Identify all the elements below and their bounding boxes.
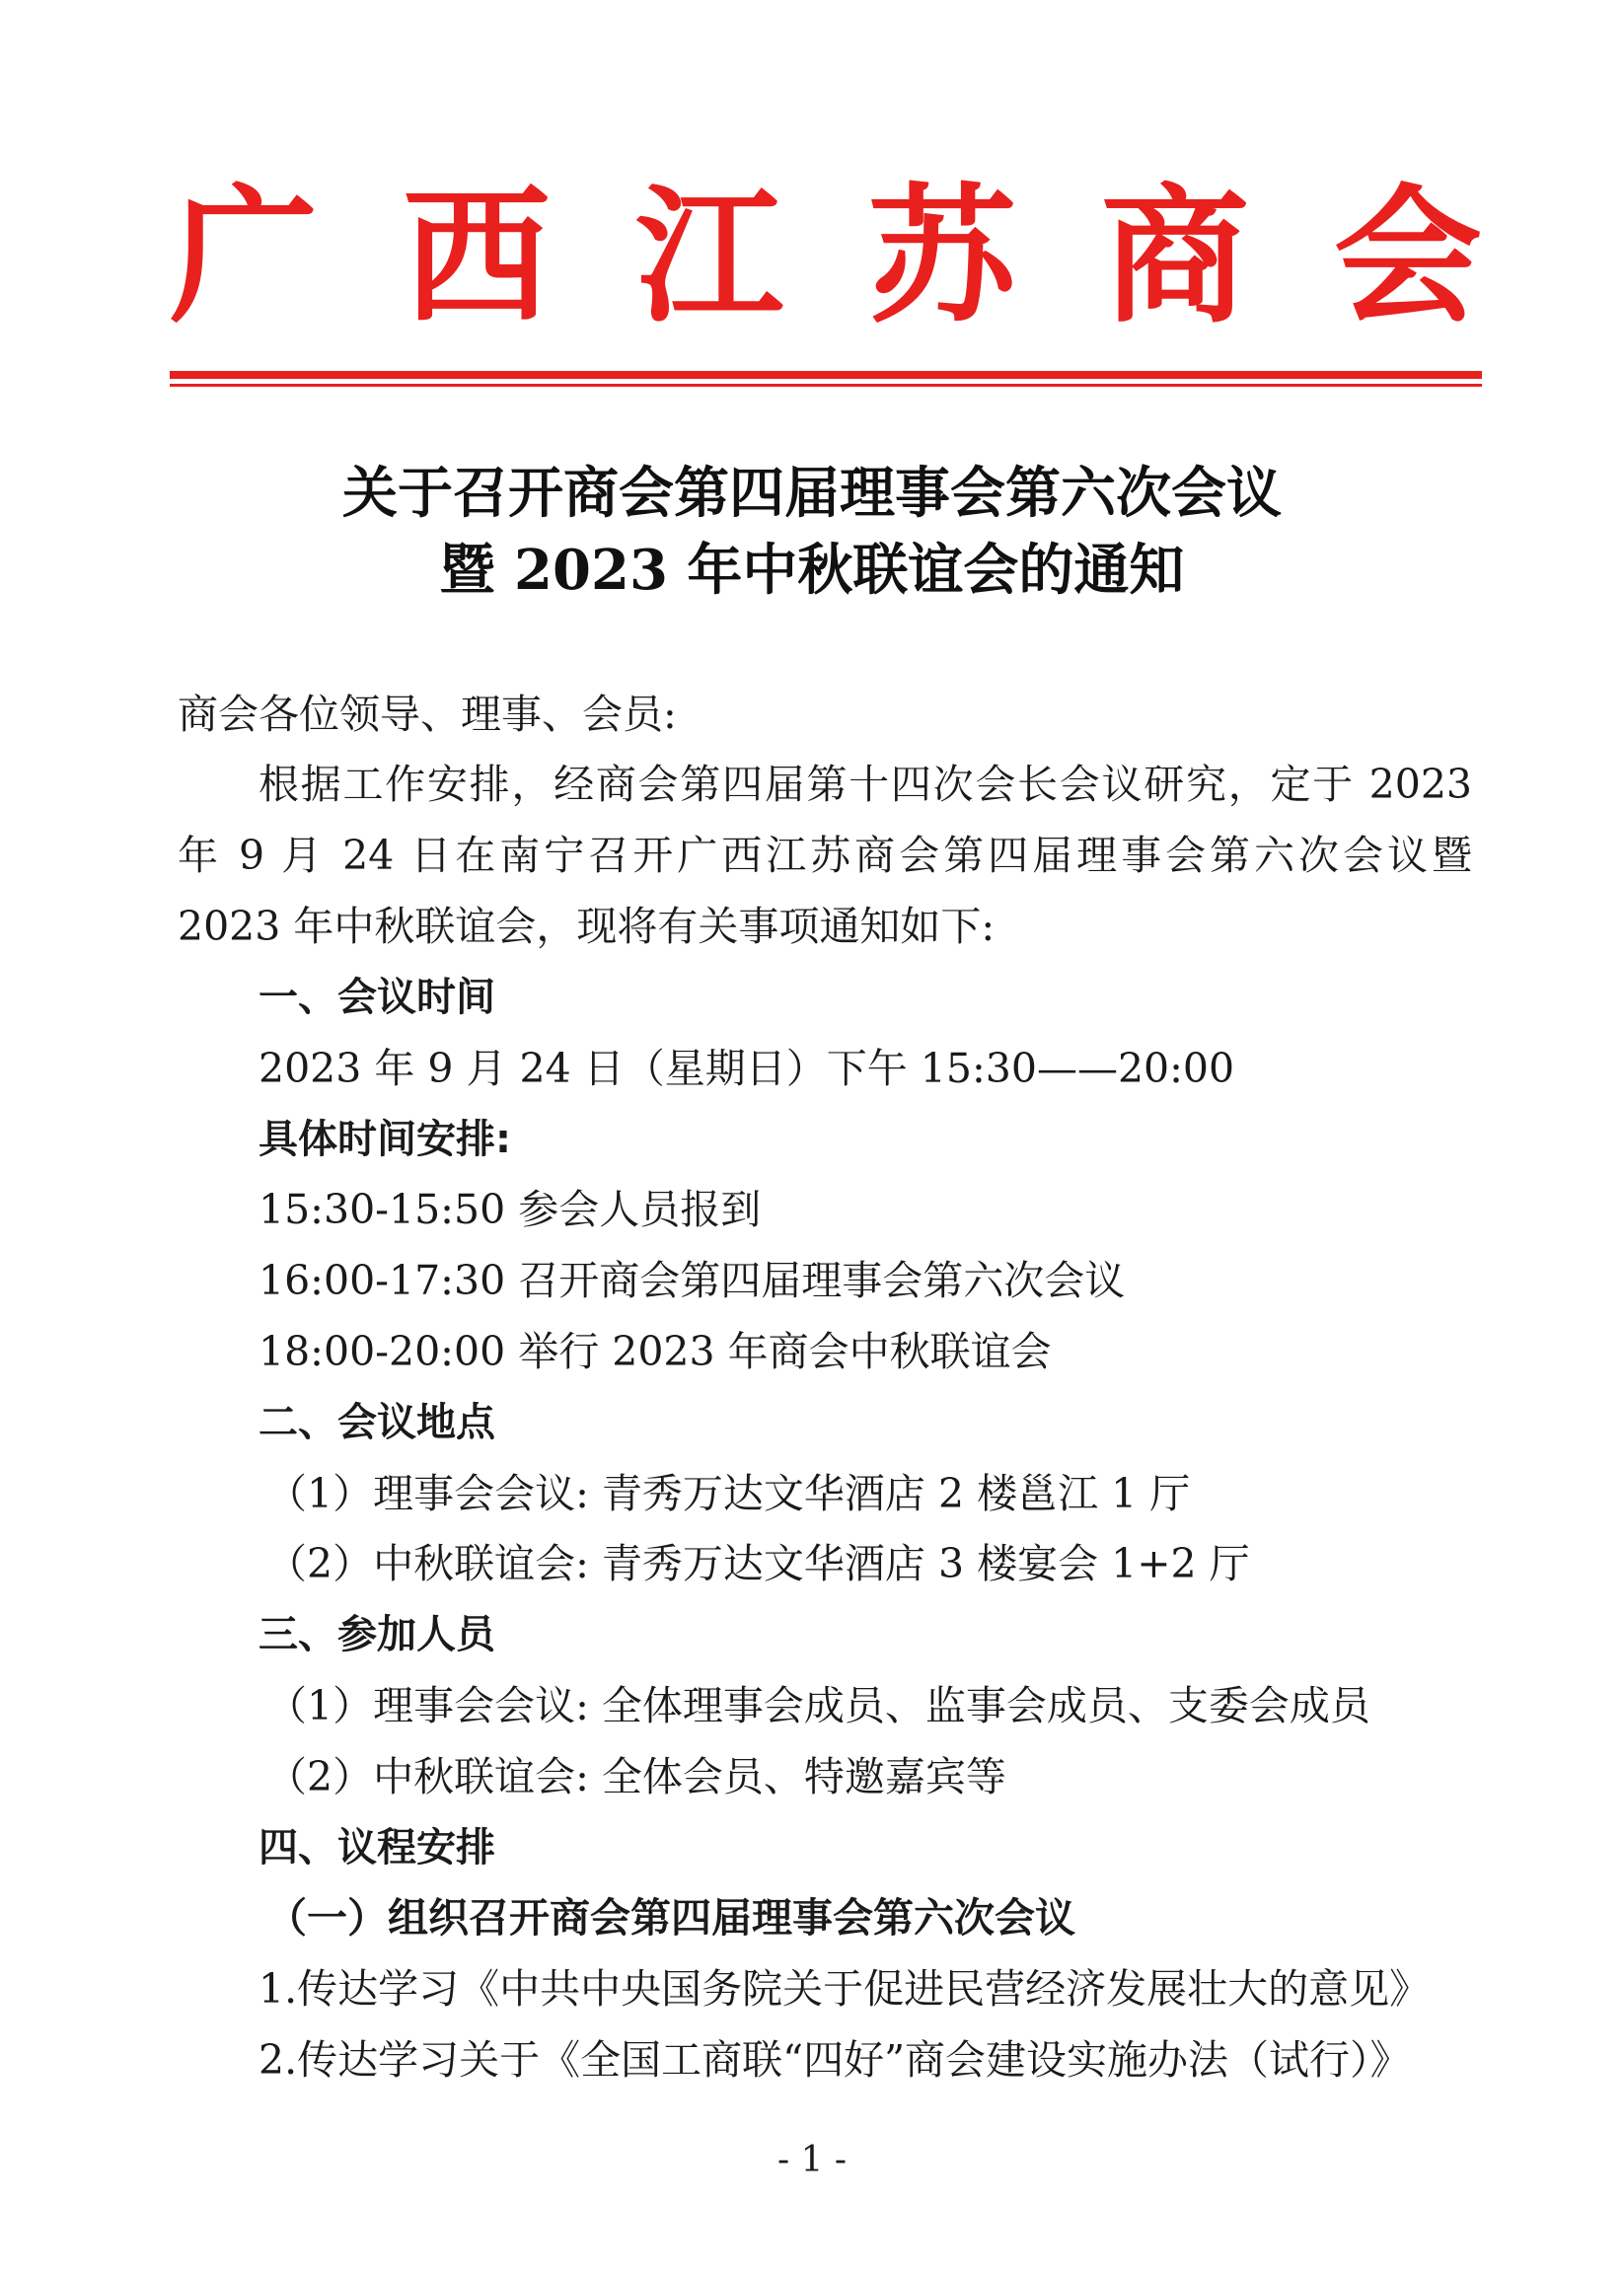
intro-line-3: 2023 年中秋联谊会，现将有关事项通知如下:: [178, 903, 996, 950]
org-char: 苏: [867, 170, 1016, 343]
location-item: （2）中秋联谊会: 青秀万达文华酒店 3 楼宴会 1+2 厅: [266, 1540, 1250, 1587]
document-title-line-2: 暨 2023 年中秋联谊会的通知: [439, 538, 1185, 603]
agenda-item: 1.传达学习《中共中央国务院关于促进民营经济发展壮大的意见》: [258, 1965, 1431, 2013]
schedule-item: 16:00-17:30 召开商会第四届理事会第六次会议: [258, 1257, 1126, 1304]
section-heading-location: 二、会议地点: [258, 1400, 495, 1445]
agenda-item: 2.传达学习关于《全国工商联“四好”商会建设实施办法（试行）》: [258, 2036, 1411, 2084]
org-char: 西: [402, 170, 551, 343]
intro-line-1: 根据工作安排，经商会第四届第十四次会长会议研究，定于 2023: [258, 761, 1472, 808]
section-heading-agenda: 四、议程安排: [258, 1825, 495, 1870]
meeting-time: 2023 年 9 月 24 日（星期日）下午 15:30——20:00: [258, 1045, 1235, 1092]
page-number: - 1 -: [776, 2140, 848, 2180]
document-title-line-1: 关于召开商会第四届理事会第六次会议: [342, 461, 1282, 526]
participants-item: （1）理事会会议: 全体理事会成员、监事会成员、支委会成员: [266, 1682, 1370, 1729]
org-char: 商: [1100, 170, 1249, 343]
section-heading-participants: 三、参加人员: [258, 1612, 495, 1657]
org-char: 会: [1333, 170, 1482, 343]
participants-item: （2）中秋联谊会: 全体会员、特邀嘉宾等: [266, 1753, 1006, 1800]
salutation: 商会各位领导、理事、会员:: [178, 691, 677, 738]
organization-title: [170, 170, 1482, 343]
schedule-heading: 具体时间安排:: [258, 1117, 511, 1162]
org-char: 广: [170, 170, 319, 343]
schedule-item: 15:30-15:50 参会人员报到: [258, 1186, 762, 1233]
intro-line-2: 年 9 月 24 日在南宁召开广西江苏商会第四届理事会第六次会议暨: [178, 832, 1472, 879]
agenda-sub-heading: （一）组织召开商会第四届理事会第六次会议: [266, 1894, 1075, 1942]
org-char: 江: [634, 170, 783, 343]
schedule-item: 18:00-20:00 举行 2023 年商会中秋联谊会: [258, 1328, 1052, 1375]
header-divider-thin: [170, 384, 1482, 387]
location-item: （1）理事会会议: 青秀万达文华酒店 2 楼邕江 1 厅: [266, 1470, 1191, 1517]
section-heading-time: 一、会议时间: [258, 975, 495, 1020]
header-divider-thick: [170, 371, 1482, 379]
